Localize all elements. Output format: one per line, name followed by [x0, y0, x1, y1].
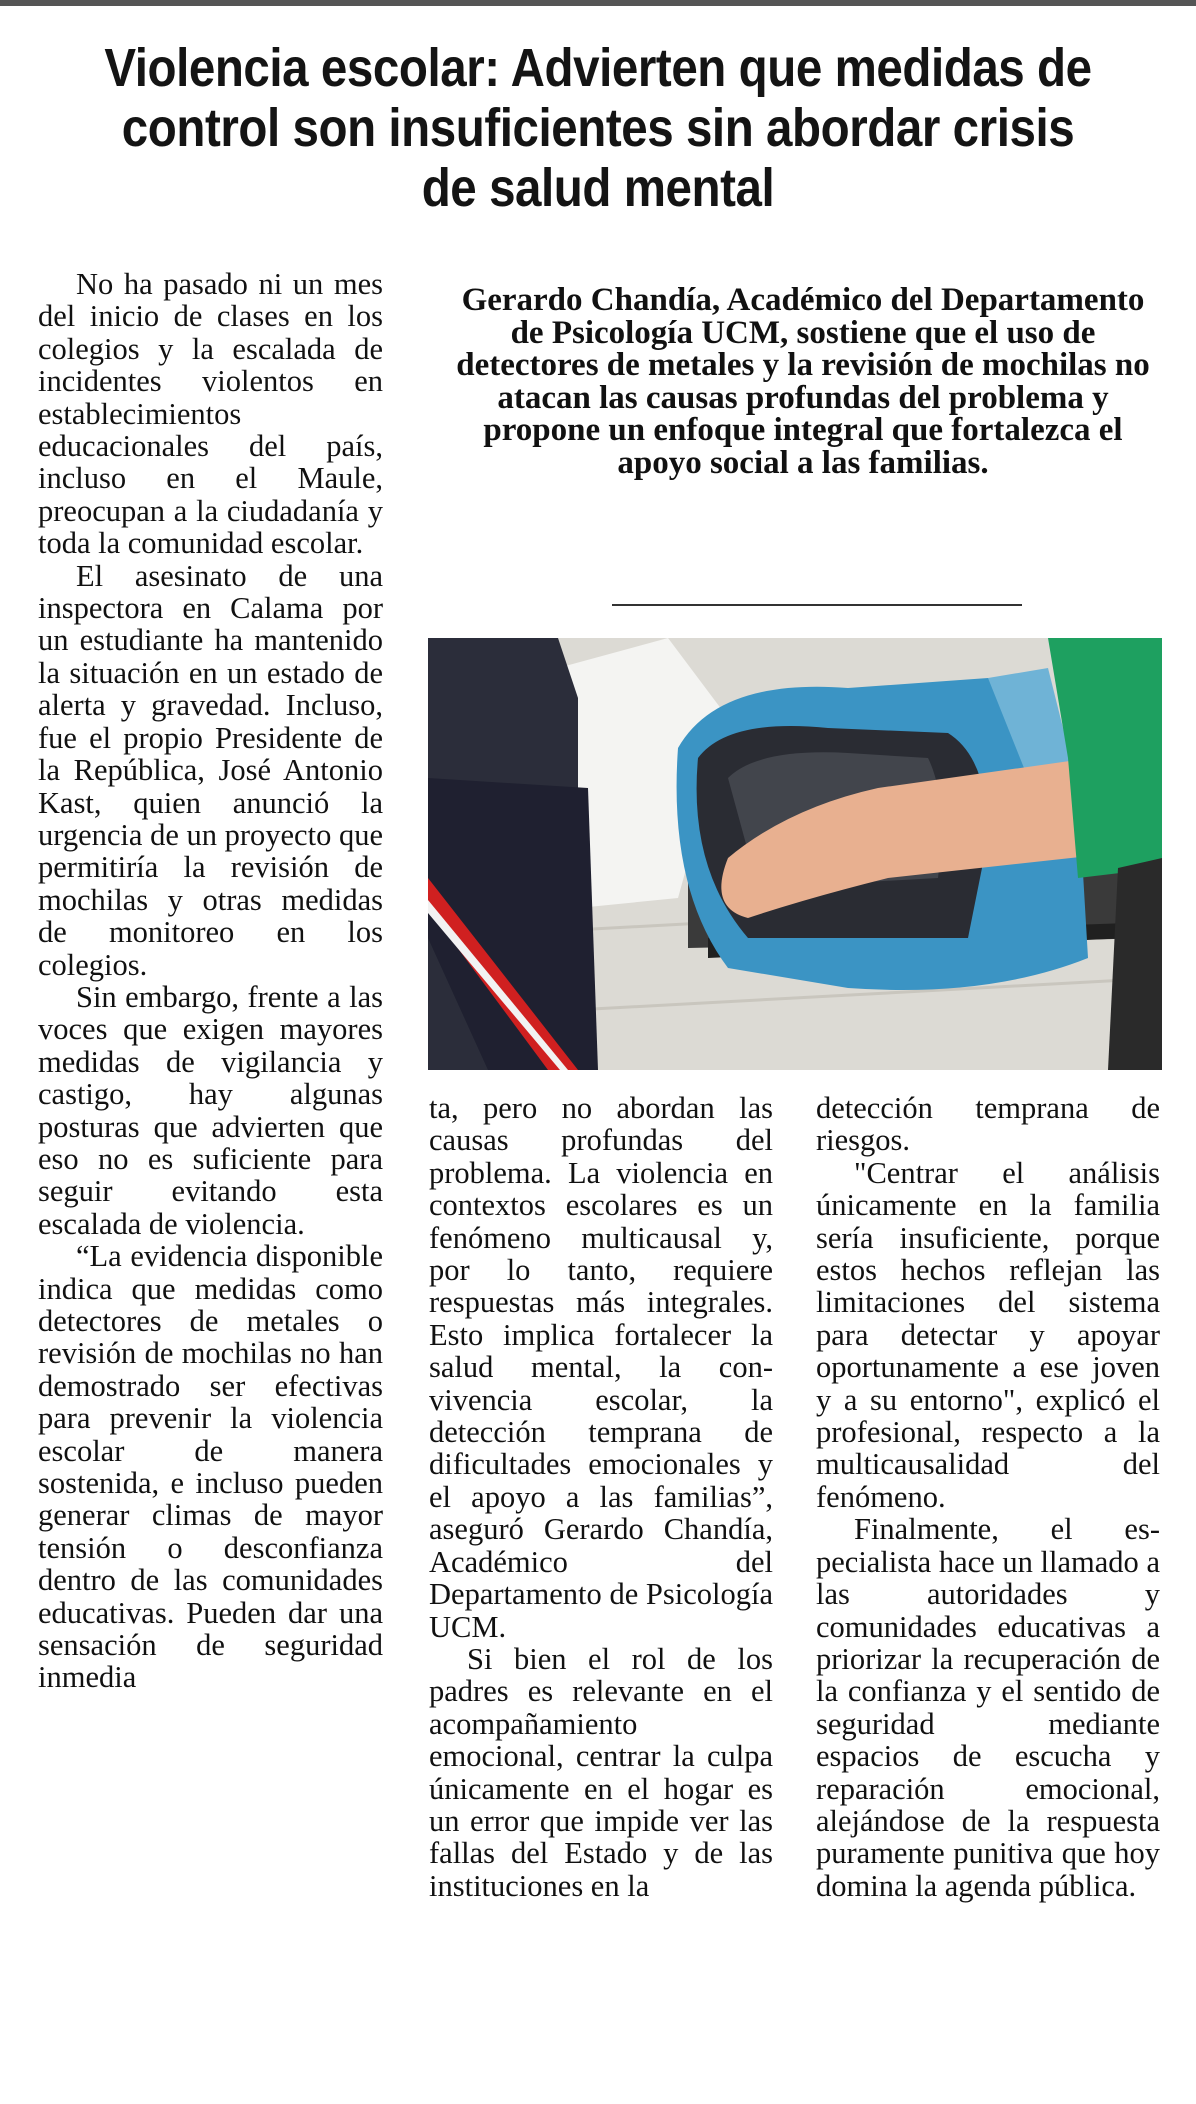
backpack-inspection-photo [428, 638, 1162, 1070]
paragraph: ta, pero no abordan las causas profundas del problema. La violencia en contextos escolares es un fenómeno multicausal y, por lo tanto, requiere respuestas más integrales. Esto implica fortalecer la salud mental, la convivencia escolar, la detección temprana de dificultades emocionales y el apoyo a las familias”, aseguró Gerardo Chandía, Académico del Departamento de Psicología UCM. [429, 1091, 773, 1644]
paragraph: Sin embargo, frente a las voces que exigen mayores medidas de vigilancia y castigo, hay algunas posturas que advierten que eso no es suficiente para seguir evitando esta escalada de violencia. [38, 979, 383, 1241]
lead-paragraph: Gerardo Chandía, Académico del Departamento de Psicología UCM, sostiene que el uso de detectores de metales y la revisión de mochilas no atacan las causas profundas del problema y propone un enfoque integral que fortalezca el apoyo social a las familias. [456, 282, 1150, 481]
lead-divider [612, 604, 1022, 606]
paragraph: detección temprana de riesgos. [816, 1091, 1160, 1158]
paragraph: El asesinato de una inspectora en Calama por un estudiante ha mantenido la situación en un estado de alerta y gravedad. Incluso, fue el propio Presidente de la República, José Antonio Kast, quien anunció la urgencia de un proyecto que permitiría la revisión de mochilas y otras medidas de monitoreo en los colegios. [38, 558, 383, 982]
paragraph: Finalmente, el especialista hace un llamado a las autoridades y comunidades educativas a priorizar la recuperación de la confianza y el sentido de seguridad mediante espacios de escucha y reparación emocional, alejándose de la respuesta puramente punitiva que hoy domina la agenda pública. [816, 1512, 1160, 1903]
headline: Violencia escolar: Advierten que medidas de control son insuficientes sin abordar crisis de salud mental [104, 38, 1092, 218]
article-column-3 [816, 1092, 1160, 1902]
paragraph: Si bien el rol de los padres es relevante en el acompañamiento emocional, centrar la culpa únicamente en el hogar es un error que impide ver las fallas del Estado y de las instituciones en la [429, 1641, 773, 1903]
paragraph: “La evidencia disponible indica que medidas como detectores de metales o revisión de mochilas no han demostrado ser efectivas para prevenir la violencia escolar de manera sostenida, e incluso pueden generar climas de mayor tensión o desconfianza dentro de las comunidades educativas. Pueden dar una sensación de seguridad inmedia [38, 1239, 383, 1695]
article-column-1 [38, 268, 383, 1694]
paragraph: "Centrar el análisis únicamente en la familia sería insuficiente, porque estos hechos reflejan las limitaciones del sistema para detectar y apoyar oportunamente a ese joven y a su entorno", explicó el profesional, respecto a la multicausalidad del fenómeno. [816, 1155, 1160, 1514]
article-column-2 [429, 1092, 773, 1902]
top-rule [0, 0, 1196, 6]
paragraph: No ha pasado ni un mes del inicio de clases en los colegios y la escalada de incidentes violentos en establecimientos educacionales del país, incluso en el Maule, preocupan a la ciudadanía y toda la comunidad escolar. [38, 267, 383, 561]
